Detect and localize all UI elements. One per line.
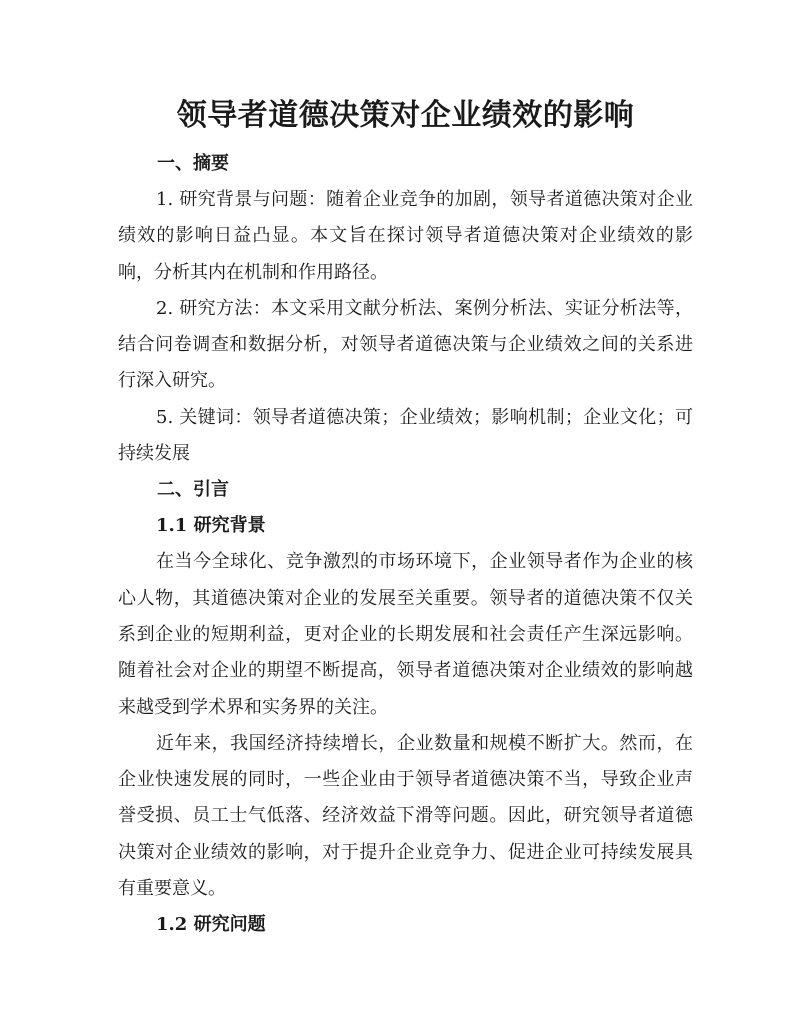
subsection-heading-background: 1.1 研究背景 (156, 515, 266, 537)
abstract-method-paragraph: 2. 研究方法：本文采用文献分析法、案例分析法、实证分析法等，结合问卷调查和数据分析，对领导者道德决策与企业绩效之间的关系进行深入研究。 (118, 297, 693, 392)
subsection-heading-research-question: 1.2 研究问题 (156, 914, 266, 936)
abstract-background-paragraph: 1. 研究背景与问题：随着企业竞争的加剧，领导者道德决策对企业绩效的影响日益凸显。本文旨在探讨领导者道德决策对企业绩效的影响，分析其内在机制和作用路径。 (118, 189, 693, 283)
abstract-keywords-paragraph: 5. 关键词：领导者道德决策；企业绩效；影响机制；企业文化；可持续发展 (118, 406, 693, 465)
document-title: 领导者道德决策对企业绩效的影响 (176, 98, 635, 133)
section-heading-introduction: 二、引言 (157, 479, 229, 501)
document-page (118, 0, 693, 943)
background-paragraph-1: 在当今全球化、竞争激烈的市场环境下，企业领导者作为企业的核心人物，其道德决策对企业的发展至关重要。领导者的道德决策不仅关系到企业的短期利益，更对企业的长期发展和社会责任产生深远影响。随着社会对企业的期望不断提高，领导者道德决策对企业绩效的影响越来越受到学术界和实务界的关注。 (118, 551, 693, 718)
section-heading-abstract: 一、摘要 (157, 153, 229, 174)
background-paragraph-2: 近年来，我国经济持续增长，企业数量和规模不断扩大。然而，在企业快速发展的同时，一些企业由于领导者道德决策不当，导致企业声誉受损、员工士气低落、经济效益下滑等问题。因此，研究领导者道德决策对企业绩效的影响，对于提升企业竞争力、促进企业可持续发展具有重要意义。 (118, 732, 693, 900)
